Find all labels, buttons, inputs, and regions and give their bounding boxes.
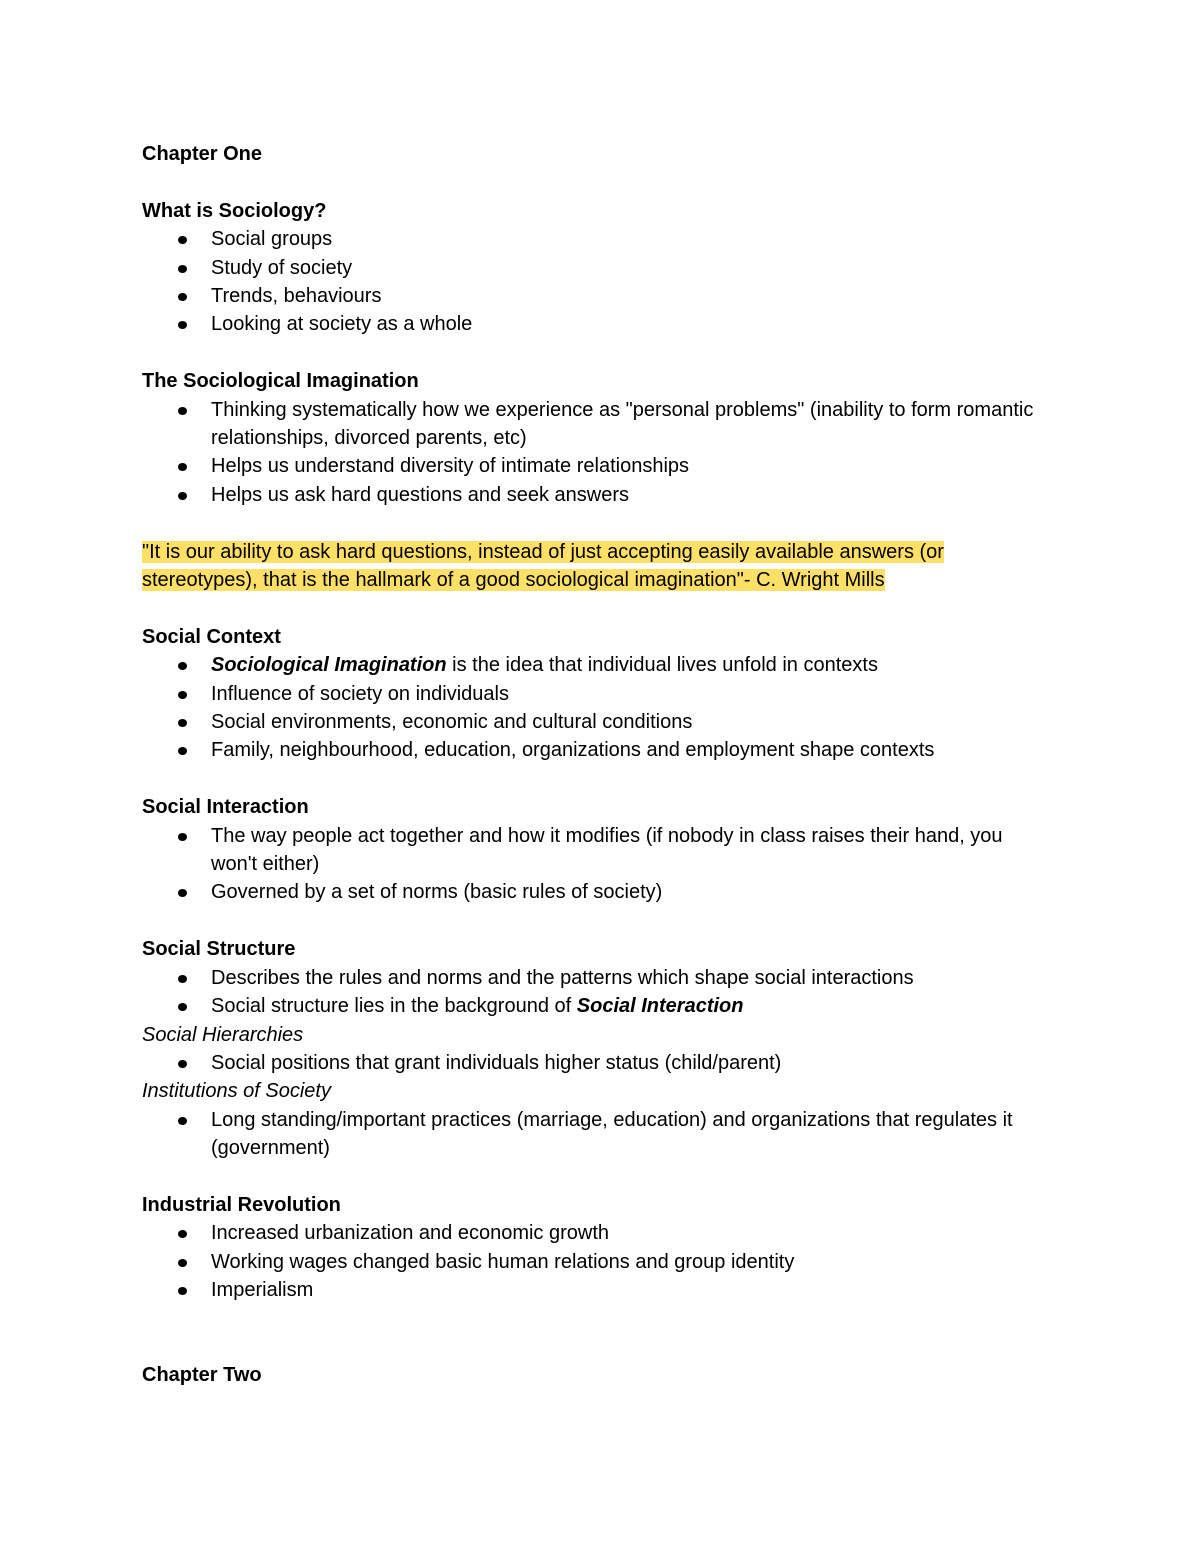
social-structure-list [142, 964, 1040, 1021]
list-item: Imperialism [142, 1276, 1040, 1304]
what-is-sociology-heading: What is Sociology? [142, 199, 327, 222]
institutions-list [142, 1106, 1040, 1163]
social-interaction-list [142, 822, 1040, 907]
list-item: Family, neighbourhood, education, organizations and employment shape contexts [142, 736, 1040, 764]
list-item: Study of society [142, 254, 1040, 282]
emphasis-term: Sociological Imagination [211, 654, 447, 677]
list-item: Social environments, economic and cultural conditions [142, 708, 1040, 736]
list-item: Long standing/important practices (marriage, education) and organizations that regulates it (government) [142, 1106, 1040, 1163]
chapter-one-heading: Chapter One [142, 143, 263, 165]
social-hierarchies-subheading: Social Hierarchies [142, 1023, 304, 1046]
list-item: Working wages changed basic human relations and group identity [142, 1248, 1040, 1276]
social-structure-heading: Social Structure [142, 938, 296, 961]
list-item: The way people act together and how it modifies (if nobody in class raises their hand, you won't either) [142, 822, 1040, 879]
quote-line-2: stereotypes), that is the hallmark of a good sociological imagination"- C. Wright Mills [142, 569, 885, 592]
list-item: Thinking systematically how we experience as "personal problems" (inability to form romantic relationships, divorced parents, etc) [142, 396, 1040, 453]
list-item [142, 651, 1040, 679]
list-item: Influence of society on individuals [142, 680, 1040, 708]
what-is-sociology-list [142, 225, 1040, 339]
social-hierarchies-list [142, 1049, 1040, 1077]
list-item: Looking at society as a whole [142, 310, 1040, 338]
social-context-heading: Social Context [142, 625, 281, 648]
social-context-list [142, 651, 1040, 765]
emphasis-term: Social Interaction [576, 995, 744, 1018]
list-item-text: is the idea that individual lives unfold in contexts [446, 654, 878, 677]
institutions-subheading: Institutions of Society [142, 1080, 331, 1103]
list-item: Increased urbanization and economic growth [142, 1219, 1040, 1247]
quote-line-1: "It is our ability to ask hard questions, instead of just accepting easily available answers (or [142, 540, 944, 563]
industrial-revolution-list [142, 1219, 1040, 1304]
list-item: Helps us understand diversity of intimate relationships [142, 452, 1040, 480]
chapter-two-heading: Chapter Two [142, 1364, 262, 1387]
social-interaction-heading: Social Interaction [142, 796, 309, 819]
list-item: Helps us ask hard questions and seek answers [142, 481, 1040, 509]
industrial-revolution-heading: Industrial Revolution [142, 1193, 341, 1216]
list-item: Social positions that grant individuals higher status (child/parent) [142, 1049, 1040, 1077]
list-item: Trends, behaviours [142, 282, 1040, 310]
list-item [142, 992, 1040, 1020]
list-item: Describes the rules and norms and the patterns which shape social interactions [142, 964, 1040, 992]
list-item: Governed by a set of norms (basic rules of society) [142, 878, 1040, 906]
list-item: Social groups [142, 225, 1040, 253]
list-item-text: Social structure lies in the background of [211, 995, 577, 1018]
sociological-imagination-heading: The Sociological Imagination [142, 370, 419, 393]
sociological-imagination-list [142, 396, 1040, 510]
mills-quote [142, 538, 1040, 595]
